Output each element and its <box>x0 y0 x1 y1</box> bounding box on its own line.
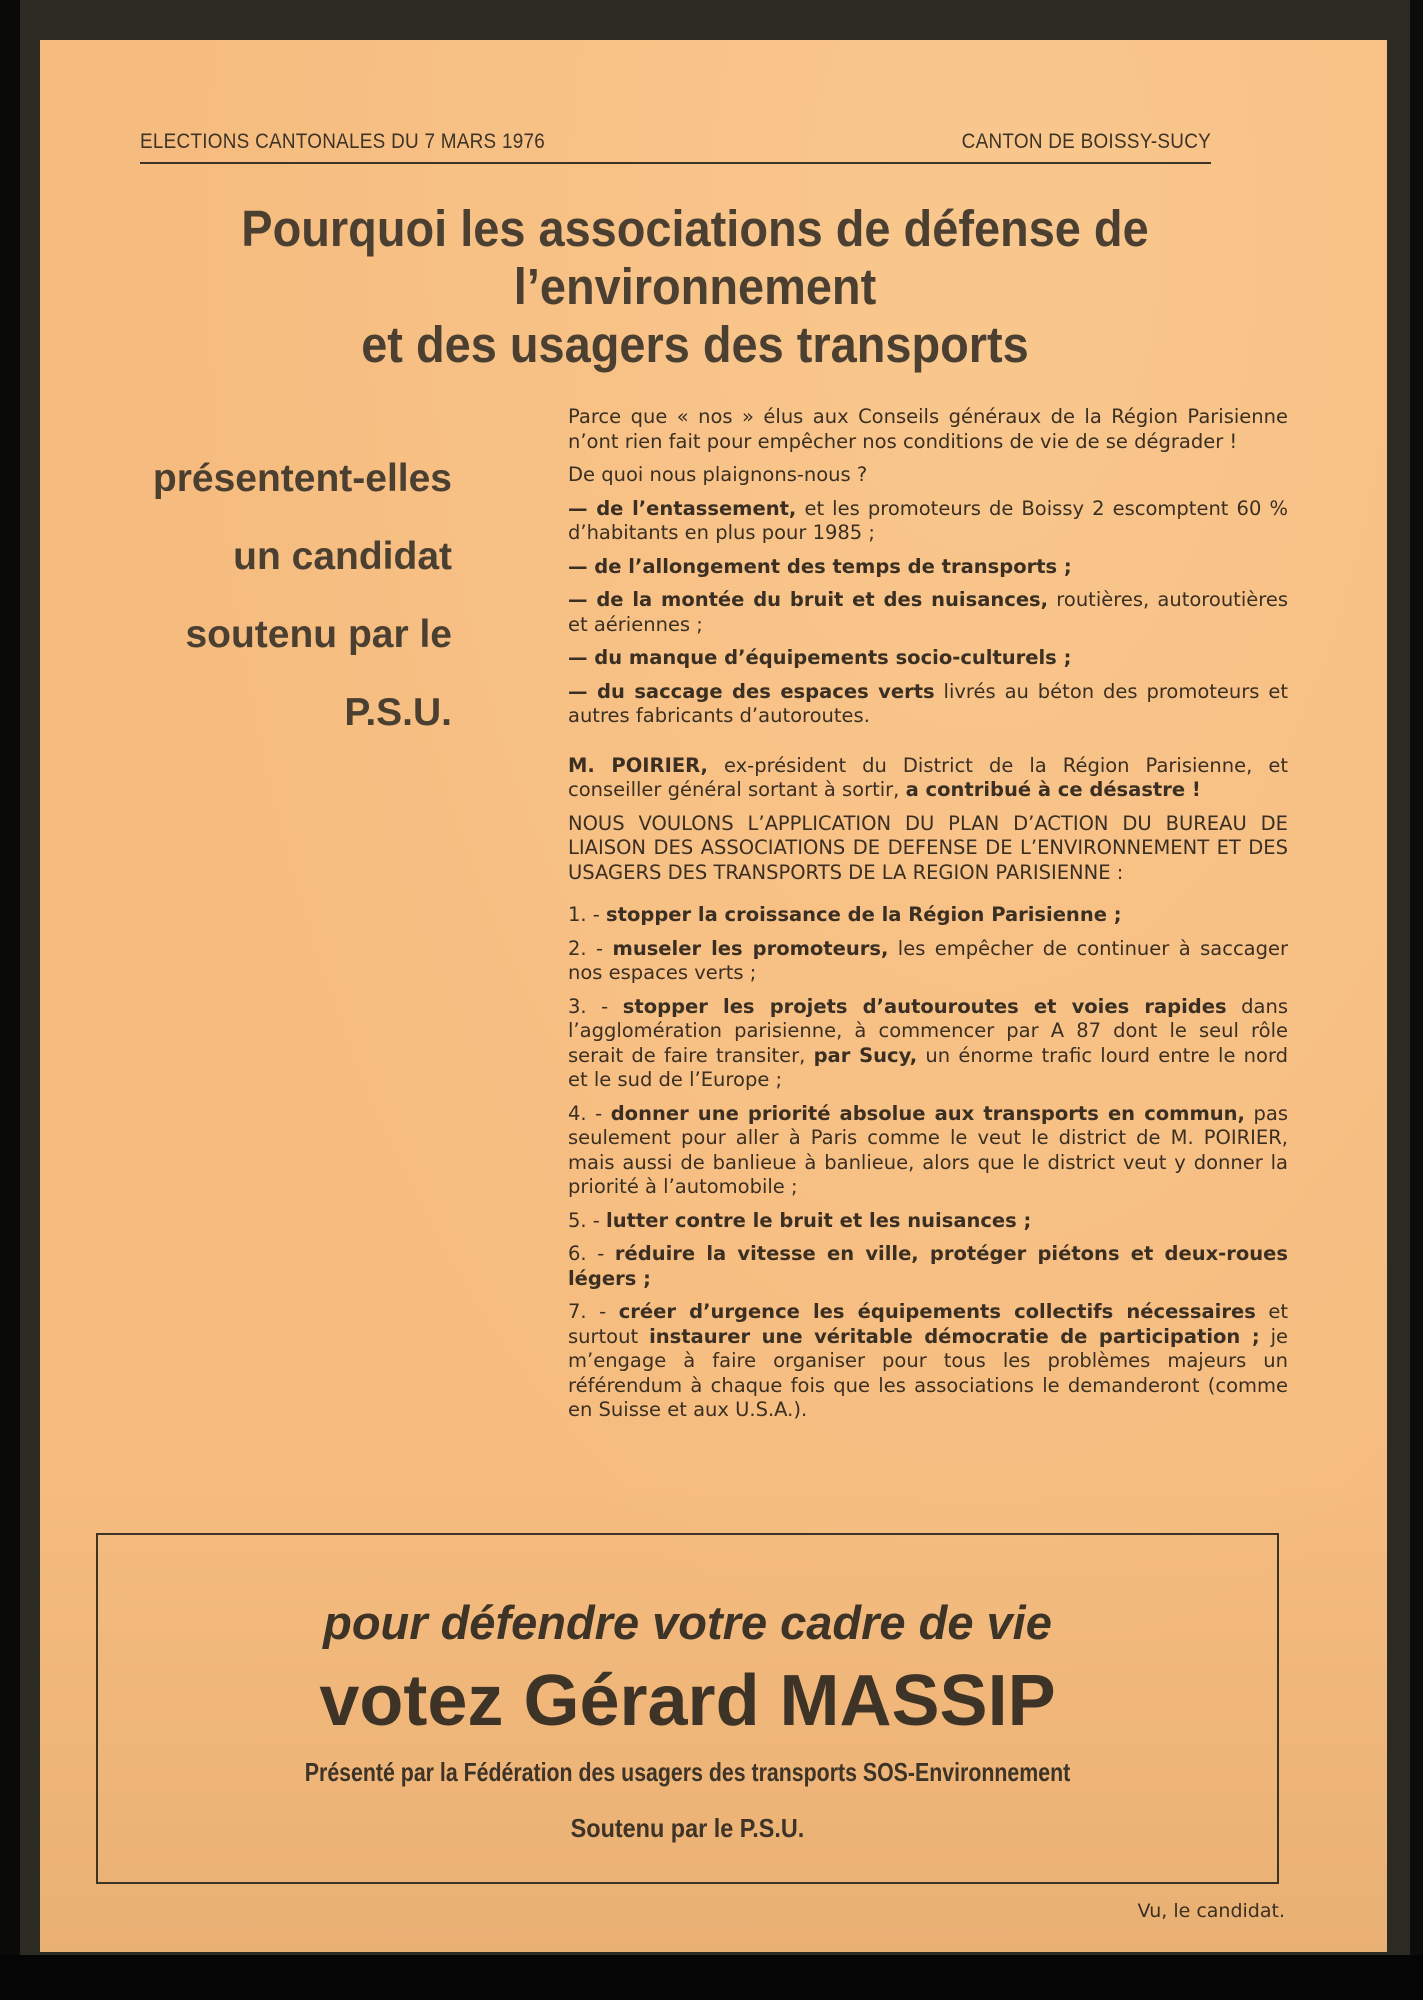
point-item <box>568 1242 1288 1291</box>
point-text: pas seulement pour aller à Paris comme le veut le district de M. POIRIER, mais aussi de banlieue à banlieue, alors que le district veut y donner la priorité à l’automobile ; <box>568 1101 1288 1198</box>
complaint-item <box>568 680 1288 729</box>
poirier-accusation: a contribué à ce désastre ! <box>905 778 1201 801</box>
point-text: les empêcher de continuer à saccager nos espaces verts ; <box>568 936 1289 984</box>
point-number: 4. - <box>568 1101 611 1125</box>
point-item <box>568 995 1288 1093</box>
point-bold: réduire la vitesse en ville, protéger piétons et deux-roues légers ; <box>568 1242 1288 1290</box>
poster-sheet <box>40 40 1387 1952</box>
complaint-item <box>568 646 1288 671</box>
scan-border-bottom <box>0 1955 1423 2000</box>
point-number: 3. - <box>568 994 623 1018</box>
poirier-name: M. POIRIER, <box>568 753 708 777</box>
point-item <box>568 903 1288 928</box>
point-text: dans l’agglomération parisienne, à commencer par A 87 dont le seul rôle serait de faire transiter, <box>568 994 1288 1067</box>
complaint-bold: — de la montée du bruit et des nuisances, <box>568 588 1049 611</box>
point-bold: créer d’urgence les équipements collectifs nécessaires <box>618 1300 1256 1323</box>
complaint-item <box>568 588 1288 637</box>
point-item <box>568 1209 1288 1234</box>
point-bold: stopper les projets d’autouroutes et voies rapides <box>622 994 1227 1018</box>
point-number: 6. - <box>568 1242 615 1265</box>
point-bold: stopper la croissance de la Région Parisienne ; <box>606 903 1122 926</box>
scan-border-right <box>1410 0 1423 2000</box>
complaint-text: routières, autoroutières et aériennes ; <box>568 588 1288 636</box>
title-line-1: Pourquoi les associations de défense de <box>241 200 1149 257</box>
point-text: je m’engage à faire organiser pour tous les problèmes majeurs un référendum à chaque fois que les associations le demanderont (comme en Suisse et aux U.S.A.). <box>568 1324 1288 1421</box>
point-item <box>568 937 1288 986</box>
complaint-bold: — de l’allongement des temps de transports ; <box>568 554 1072 578</box>
intro-paragraph: Parce que « nos » élus aux Conseils généraux de la Région Parisienne n’ont rien fait pour empêcher nos conditions de vie de se dégrader ! <box>568 405 1288 453</box>
left-line-2: un candidat <box>233 535 452 578</box>
poirier-text: ex-président du District de la Région Parisienne, et conseiller général sortant à sortir, <box>568 753 1288 801</box>
point-bold: museler les promoteurs, <box>612 936 889 960</box>
point-text: un énorme trafic lourd entre le nord et le sud de l’Europe ; <box>568 1043 1288 1091</box>
scan-border-left <box>0 0 20 2000</box>
point-number: 2. - <box>568 936 613 960</box>
point-number: 5. - <box>568 1208 607 1232</box>
candidate-vote: votez Gérard MASSIP <box>319 1661 1056 1741</box>
point-bold: par Sucy, <box>813 1043 918 1067</box>
point-bold: instaurer une véritable démocratie de participation ; <box>649 1324 1260 1348</box>
poster-title <box>40 200 1350 374</box>
complaint-bold: — du saccage des espaces verts <box>568 679 935 703</box>
point-item <box>568 1102 1288 1200</box>
body-text-column <box>568 405 1288 1432</box>
presented-by: Présenté par la Fédération des usagers des transports SOS-Environnement <box>304 1757 1071 1787</box>
election-date: ELECTIONS CANTONALES DU 7 MARS 1976 <box>140 130 546 153</box>
slogan: pour défendre votre cadre de vie <box>323 1596 1052 1649</box>
supported-by: Soutenu par le P.S.U. <box>570 1813 805 1843</box>
point-bold: donner une priorité absolue aux transports en commun, <box>610 1101 1245 1125</box>
left-question-column <box>80 455 452 767</box>
complaint-text: livrés au béton des promoteurs et autres fabricants d’autoroutes. <box>568 679 1289 727</box>
poster-header <box>140 128 1211 164</box>
candidate-signature-note: Vu, le candidat. <box>1137 1900 1285 1922</box>
canton-name: CANTON DE BOISSY-SUCY <box>961 130 1211 153</box>
poirier-paragraph <box>568 754 1288 803</box>
left-line-3: soutenu par le <box>185 613 452 656</box>
question-paragraph: De quoi nous plaignons-nous ? <box>568 463 868 486</box>
complaint-bold: — du manque d’équipements socio-culturels ; <box>568 646 1072 669</box>
left-line-4: P.S.U. <box>344 691 452 734</box>
point-item <box>568 1300 1288 1423</box>
left-line-1: présentent-elles <box>152 457 452 500</box>
title-line-3: et des usagers des transports <box>361 316 1029 373</box>
point-number: 7. - <box>568 1300 619 1323</box>
title-line-2: l’environnement <box>513 258 877 315</box>
plan-paragraph: NOUS VOULONS L’APPLICATION DU PLAN D’ACTION DU BUREAU DE LIAISON DES ASSOCIATIONS DE DEFENSE DE L’ENVIRONNEMENT ET DES USAGERS DES TRANSPORTS DE LA REGION PARISIENNE : <box>568 811 1288 884</box>
point-text: et surtout <box>568 1300 1289 1348</box>
point-bold: lutter contre le bruit et les nuisances ; <box>606 1208 1032 1232</box>
complaint-item <box>568 497 1288 546</box>
vote-call-box <box>96 1533 1279 1884</box>
complaint-bold: — de l’entassement, <box>568 496 797 520</box>
point-number: 1. - <box>568 903 607 926</box>
complaint-item <box>568 555 1288 580</box>
complaint-text: et les promoteurs de Boissy 2 escomptent 60 % d’habitants en plus pour 1985 ; <box>568 496 1288 544</box>
